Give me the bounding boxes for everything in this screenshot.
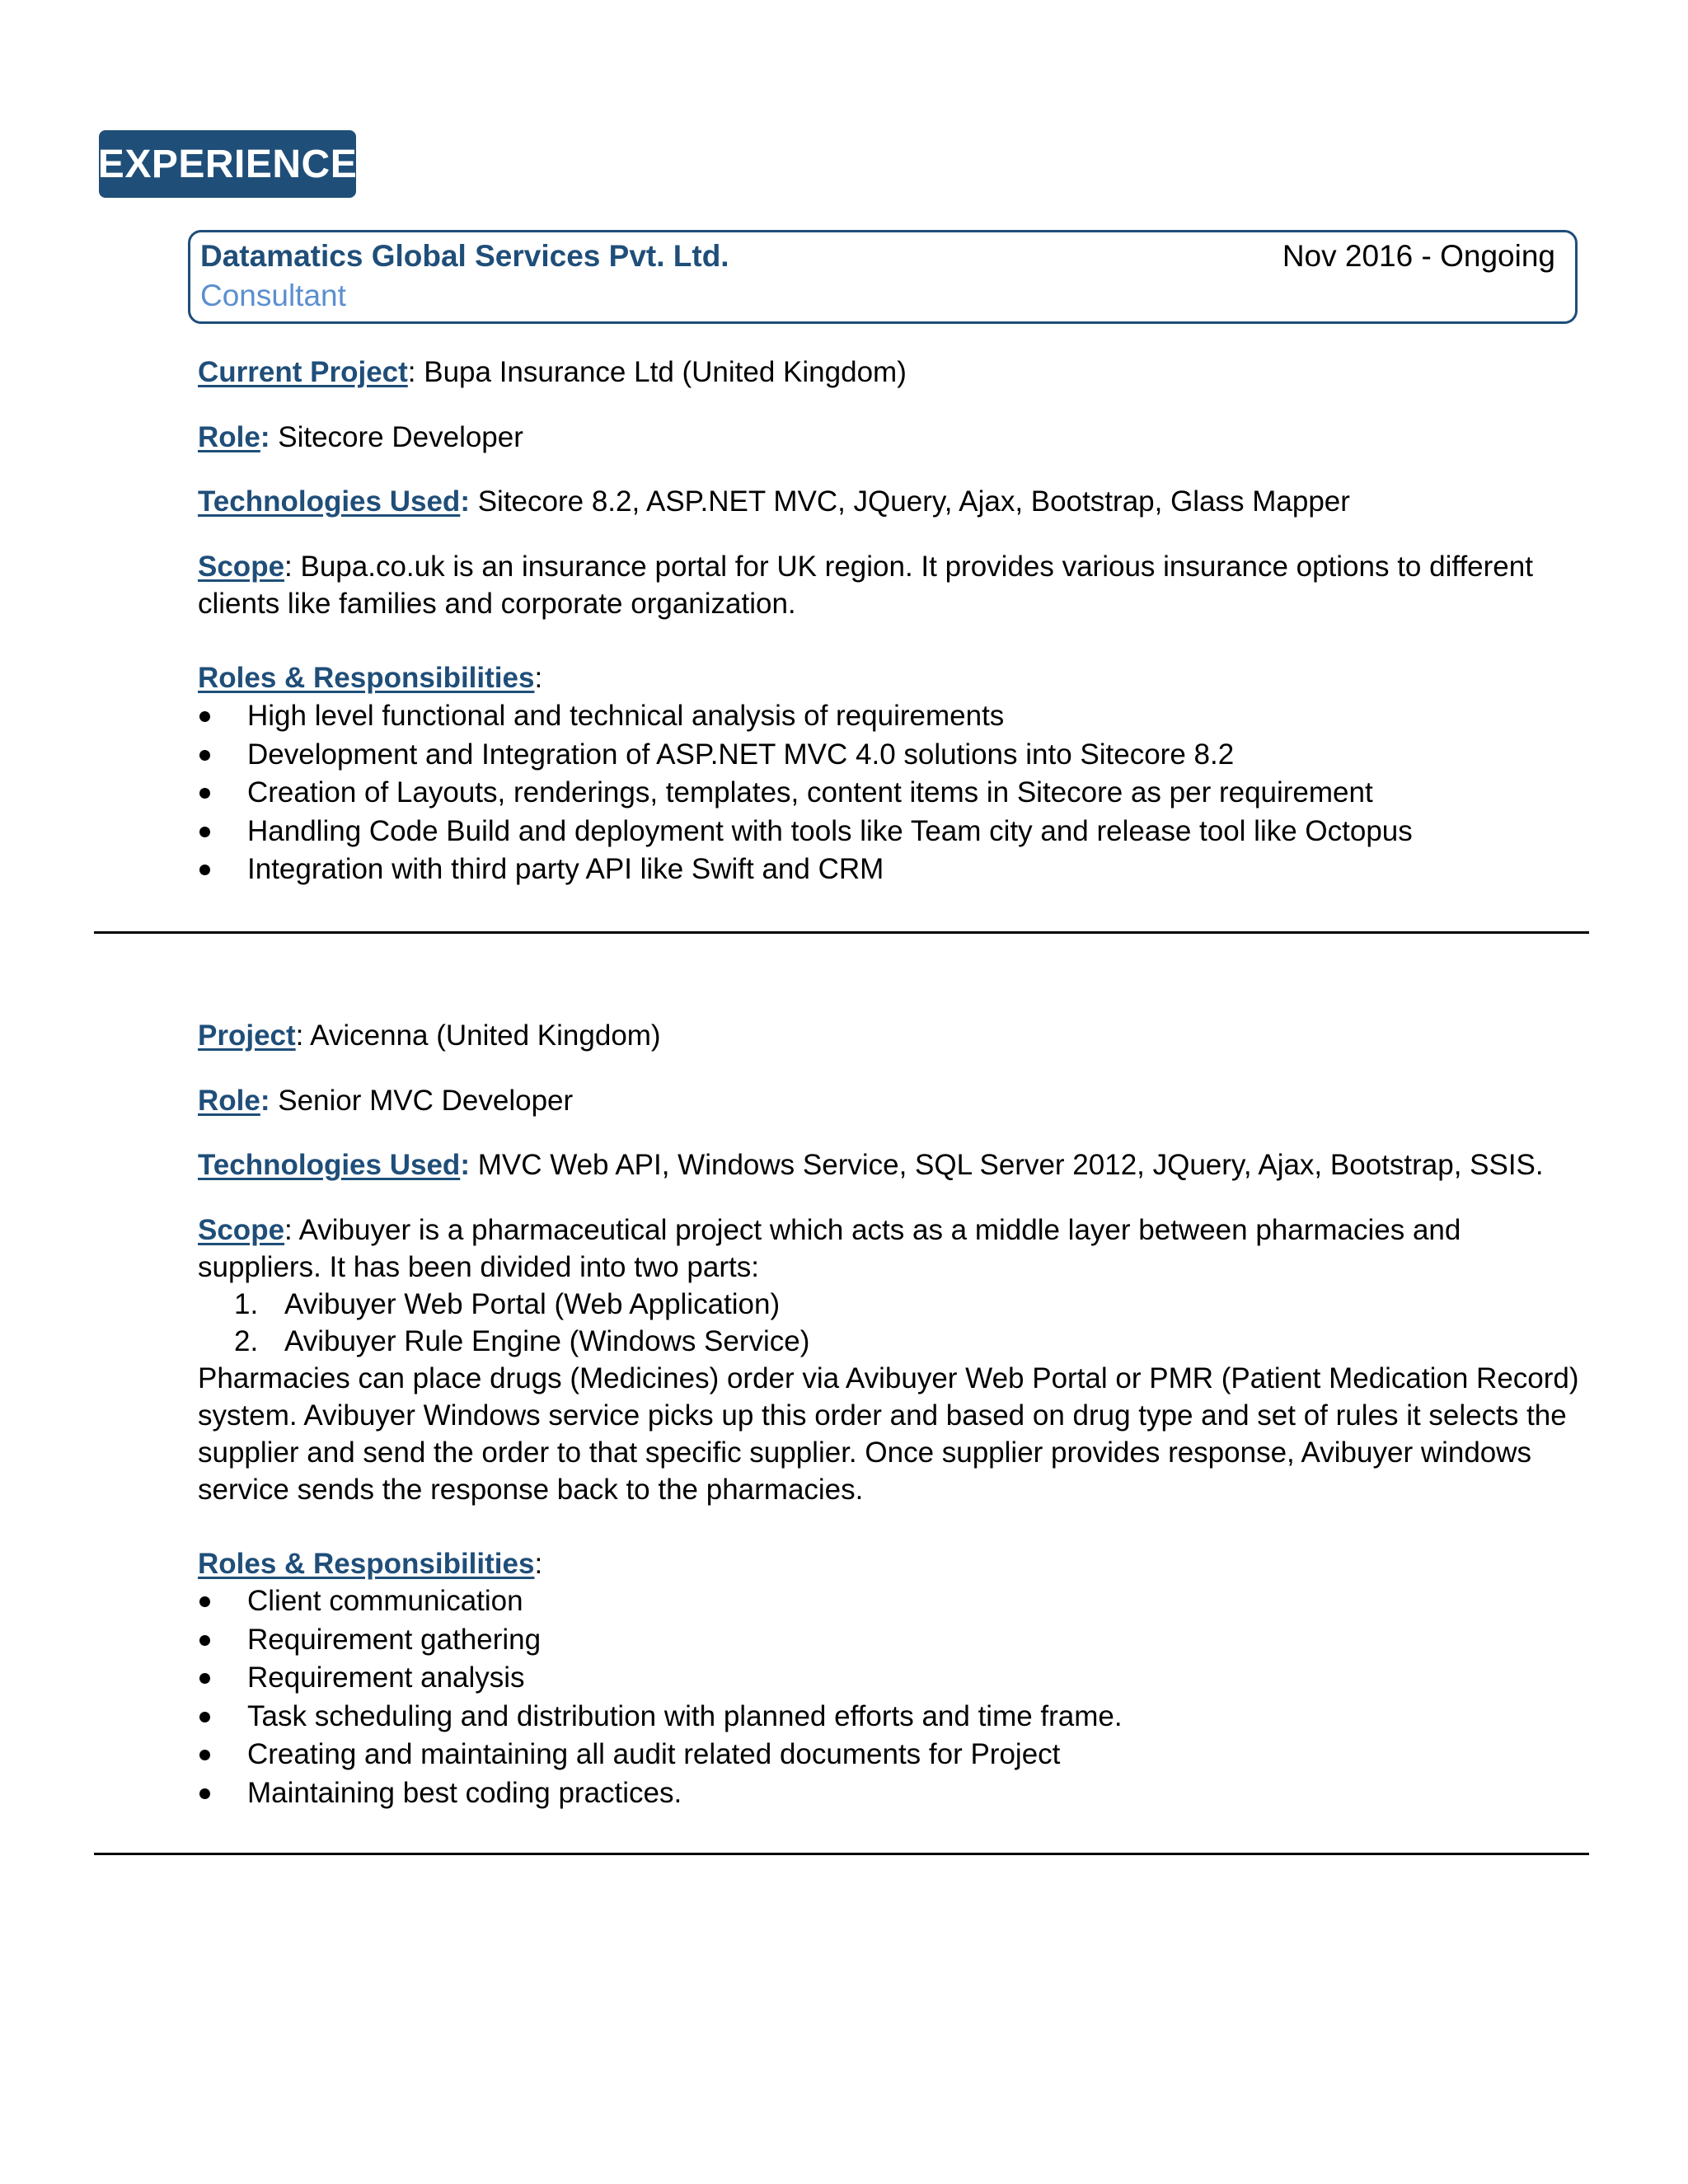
project1-scope-value: : Bupa.co.uk is an insurance portal for UK region. It provides various insurance options to different clients like families and corporate organization.: [198, 551, 1533, 620]
bullet-icon: [199, 1635, 210, 1646]
bullet-icon: [199, 1596, 210, 1607]
bullet-icon: [199, 711, 210, 722]
list-item: Task scheduling and distribution with planned efforts and time frame.: [198, 1698, 1123, 1736]
project1-role-line: [198, 419, 523, 456]
bullet-icon: [199, 788, 210, 799]
job-position: Consultant: [200, 279, 346, 312]
experience-section-title: EXPERIENCE: [99, 130, 356, 198]
company-header-box: [188, 230, 1578, 324]
project1-role-label: Role: [198, 421, 260, 453]
project2-resp-heading: [198, 1545, 542, 1582]
list-item: Creating and maintaining all audit related documents for Project: [198, 1736, 1123, 1774]
project2-resp-colon: :: [534, 1548, 543, 1580]
project2-role-colon: :: [260, 1085, 270, 1117]
bullet-icon: [199, 1712, 210, 1722]
project2-scope-value: : Avibuyer is a pharmaceutical project which acts as a middle layer between pharmacies and suppliers. It has been divided into two parts:: [198, 1214, 1461, 1283]
bullet-icon: [199, 1750, 210, 1760]
section-divider: [94, 1853, 1589, 1855]
project1-value: : Bupa Insurance Ltd (United Kingdom): [407, 356, 907, 388]
project1-tech-label: Technologies Used: [198, 485, 461, 518]
bullet-icon: [199, 827, 210, 837]
project2-tech-label: Technologies Used: [198, 1149, 461, 1181]
bullet-icon: [199, 865, 210, 875]
project2-parts-list: [234, 1286, 809, 1360]
employment-period: Nov 2016 - Ongoing: [1282, 239, 1555, 273]
project2-value: : Avicenna (United Kingdom): [295, 1019, 661, 1052]
project2-role-label: Role: [198, 1085, 260, 1117]
list-item: 1. Avibuyer Web Portal (Web Application): [234, 1288, 781, 1320]
project1-resp-label: Roles & Responsibilities: [198, 662, 535, 694]
project1-tech-value: Sitecore 8.2, ASP.NET MVC, JQuery, Ajax, Bootstrap, Glass Mapper: [469, 485, 1350, 518]
project2-scope-label: Scope: [198, 1214, 285, 1246]
section-divider: [94, 931, 1589, 934]
list-item: High level functional and technical analysis of requirements: [198, 697, 1413, 736]
project1-label: Current Project: [198, 356, 408, 388]
list-item: 2. Avibuyer Rule Engine (Windows Service): [234, 1325, 810, 1357]
list-item: Development and Integration of ASP.NET MVC 4.0 solutions into Sitecore 8.2: [198, 736, 1413, 775]
bullet-icon: [199, 1788, 210, 1799]
list-item: Client communication: [198, 1582, 1123, 1621]
project2-tech-value: MVC Web API, Windows Service, SQL Server 2012, JQuery, Ajax, Bootstrap, SSIS.: [469, 1149, 1544, 1181]
project2-role-value: Senior MVC Developer: [270, 1085, 574, 1117]
bullet-icon: [199, 750, 210, 761]
project2-tech-line: [198, 1146, 1544, 1183]
project2-tech-colon: :: [460, 1149, 470, 1181]
project1-role-value: Sitecore Developer: [270, 421, 523, 453]
project1-tech-colon: :: [460, 485, 470, 518]
project1-responsibilities: [198, 697, 1413, 889]
project2-name-line: [198, 1017, 661, 1054]
bullet-icon: [199, 1673, 210, 1684]
list-item: Handling Code Build and deployment with tools like Team city and release tool like Octopus: [198, 813, 1413, 851]
list-item: Integration with third party API like Swift and CRM: [198, 851, 1413, 889]
project1-scope-label: Scope: [198, 551, 285, 583]
project2-description: Pharmacies can place drugs (Medicines) order via Avibuyer Web Portal or PMR (Patient Medication Record) system. Avibuyer Windows service picks up this order and based on drug type and set of rules it selects the supplier and send the order to that specific supplier. Once supplier provides response, Avibuyer windows service sends the response back to the pharmacies.: [198, 1362, 1579, 1506]
project1-scope: [198, 548, 1582, 622]
list-item: Creation of Layouts, renderings, templates, content items in Sitecore as per requirement: [198, 774, 1413, 813]
project2-label: Project: [198, 1019, 296, 1052]
list-item: Requirement gathering: [198, 1621, 1123, 1660]
project2-role-line: [198, 1082, 573, 1119]
list-item: Maintaining best coding practices.: [198, 1774, 1123, 1813]
project2-responsibilities: [198, 1582, 1123, 1812]
project1-role-colon: :: [260, 421, 270, 453]
project1-tech-line: [198, 483, 1350, 520]
project2-scope: [198, 1212, 1582, 1286]
list-item: Requirement analysis: [198, 1659, 1123, 1698]
project2-resp-label: Roles & Responsibilities: [198, 1548, 535, 1580]
project1-resp-heading: [198, 659, 542, 696]
company-name: Datamatics Global Services Pvt. Ltd.: [200, 239, 729, 273]
project1-name-line: [198, 354, 907, 391]
project1-resp-colon: :: [534, 662, 543, 694]
